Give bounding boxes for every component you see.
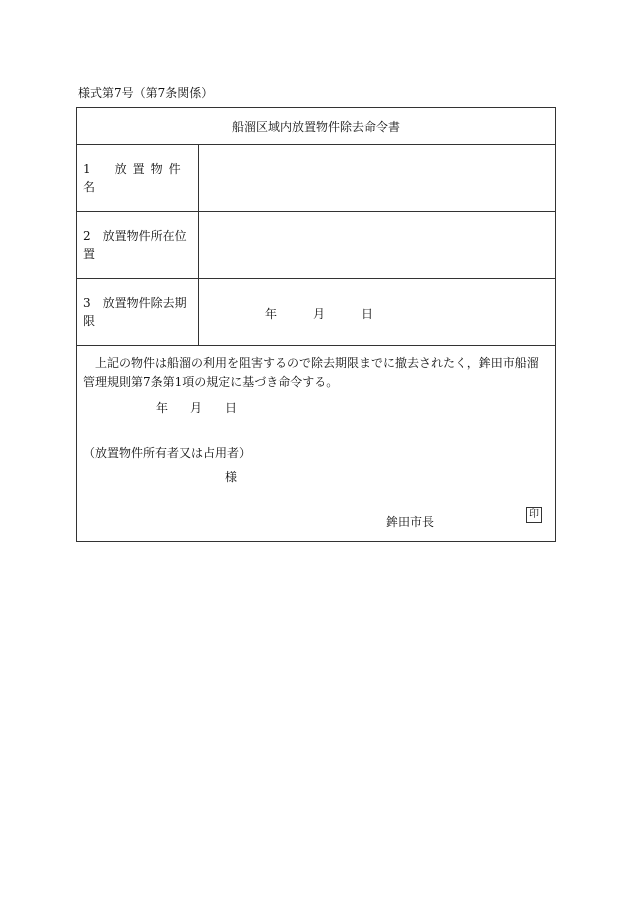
item-value-removal-deadline[interactable] [199, 279, 555, 345]
order-form-table [76, 107, 556, 542]
addressee-label: （放置物件所有者又は占用者） [83, 446, 252, 460]
item-label-removal-deadline: 3 放置物件除去期限 [77, 279, 199, 345]
deadline-day-label: 日 [361, 307, 374, 321]
issue-day-label: 日 [225, 401, 238, 415]
issue-month-label: 月 [190, 401, 203, 415]
issuer-name: 鉾田市長 [386, 515, 435, 529]
item-row-object-location [77, 212, 555, 279]
form-number-label: 様式第7号（第7条関係） [78, 86, 214, 100]
order-body [77, 346, 555, 541]
seal-mark: 印 [526, 507, 542, 523]
issue-year-label: 年 [156, 401, 169, 415]
item-value-object-name[interactable] [199, 145, 555, 211]
honorific-label: 様 [225, 470, 238, 484]
item-row-object-name [77, 145, 555, 212]
item-value-object-location[interactable] [199, 212, 555, 278]
deadline-year-label: 年 [265, 307, 278, 321]
item-label-object-location: 2 放置物件所在位置 [77, 212, 199, 278]
deadline-month-label: 月 [313, 307, 326, 321]
order-statement: 上記の物件は船溜の利用を阻害するので除去期限までに撤去されたく，鉾田市船溜管理規則第7条第1項の規定に基づき命令する。 [83, 356, 539, 389]
item-row-removal-deadline [77, 279, 555, 346]
document-title: 船溜区域内放置物件除去命令書 [77, 108, 555, 145]
item-label-object-name: 1 放置物件名 [77, 145, 199, 211]
